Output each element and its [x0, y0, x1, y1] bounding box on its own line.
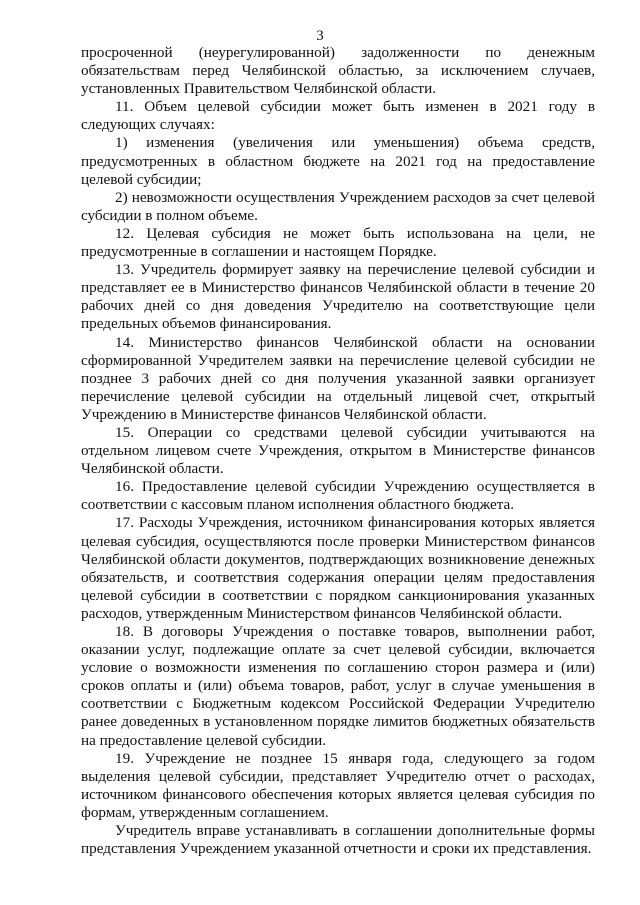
paragraph-11-item-1: 1) изменения (увеличения или уменьшения) объема средств, предусмотренных в областном бюджете на 2021 год на предоставление целевой субсидии;: [81, 134, 595, 188]
paragraph-12: 12. Целевая субсидия не может быть использована на цели, не предусмотренные в соглашении и настоящем Порядке.: [81, 224, 595, 261]
paragraph-17: 17. Расходы Учреждения, источником финансирования которых является целевая субсидия, осуществляются после проверки Министерством финансов Челябинской области документов, подтверждающих возникновение денежных обязательств, и соответствия содержания операции целям предоставления целевой субсидии в соответствии с порядком санкционирования указанных расходов, утвержденным Министерством финансов Челябинской области.: [81, 514, 595, 622]
document-body: [81, 44, 595, 858]
page-number: 3: [316, 28, 324, 44]
paragraph-19: 19. Учреждение не позднее 15 января года, следующего за годом выделения целевой субсидии, представляет Учредителю отчет о расходах, источником финансового обеспечения которых является целевая субсидия по формам, утвержденным соглашением.: [81, 749, 595, 821]
paragraph-final: Учредитель вправе устанавливать в соглашении дополнительные формы представления Учреждением указанной отчетности и сроки их представления.: [81, 822, 595, 858]
paragraph-14: 14. Министерство финансов Челябинской области на основании сформированной Учредителем заявки на перечисление целевой субсидии не позднее 3 рабочих дней со дня получения указанной заявки организует перечисление целевой субсидии на отдельный лицевой счет, открытый Учреждению в Министерстве финансов Челябинской области.: [81, 333, 595, 423]
paragraph-13: 13. Учредитель формирует заявку на перечисление целевой субсидии и представляет ее в Министерство финансов Челябинской области в течение 20 рабочих дней со дня доведения Учредителю на соответствующие цели предельных объемов финансирования.: [81, 261, 595, 333]
paragraph-continuation: просроченной (неурегулированной) задолженности по денежным обязательствам перед Челябинской областью, за исключением случаев, установленных Правительством Челябинской области.: [81, 44, 595, 98]
paragraph-16: 16. Предоставление целевой субсидии Учреждению осуществляется в соответствии с кассовым планом исполнения областного бюджета.: [81, 478, 595, 514]
paragraph-18: 18. В договоры Учреждения о поставке товаров, выполнении работ, оказании услуг, подлежащие оплате за счет целевой субсидии, включается условие о возможности изменения по соглашению сторон размера и (или) сроков оплаты и (или) объема товаров, работ, услуг в случае уменьшения в соответствии с Бюджетным кодексом Российской Федерации Учредителю ранее доведенных в установленном порядке лимитов бюджетных обязательств на предоставление целевой субсидии.: [81, 623, 595, 749]
paragraph-11: 11. Объем целевой субсидии может быть изменен в 2021 году в следующих случаях:: [81, 98, 595, 134]
paragraph-15: 15. Операции со средствами целевой субсидии учитываются на отдельном лицевом счете Учреждения, открытом в Министерстве финансов Челябинской области.: [81, 423, 595, 478]
paragraph-11-item-2: 2) невозможности осуществления Учреждением расходов за счет целевой субсидии в полном объеме.: [81, 188, 595, 224]
